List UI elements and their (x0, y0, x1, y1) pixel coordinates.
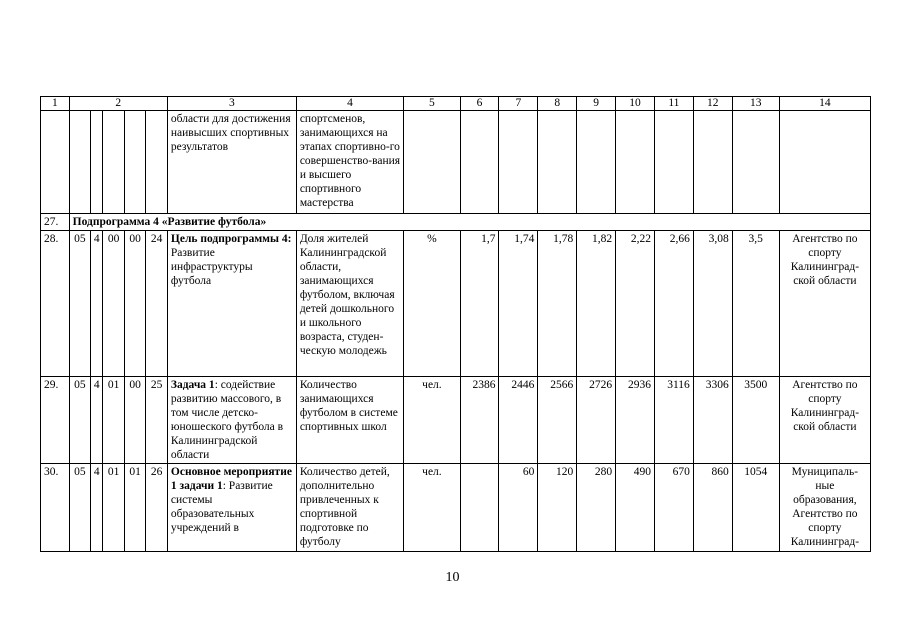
table-row (41, 464, 871, 552)
code-cell: 01 (124, 464, 145, 552)
header-cell: 10 (616, 97, 655, 111)
goal-text: : содействие развитию массового, в том числе детско-юношеского футбола в Калининградской области (170, 379, 284, 461)
value-cell: 2566 (538, 377, 577, 464)
code-cell: 05 (69, 464, 90, 552)
header-cell: 12 (693, 97, 732, 111)
value-cell: 1054 (732, 464, 779, 552)
goal-cell: области для достижения наивысших спортивных результатов (167, 111, 296, 214)
row-number: 28. (41, 231, 70, 377)
indicator-cell: Количество детей, дополнительно привлеченных к спортивной подготовке по футболу (296, 464, 403, 552)
table-row (41, 231, 871, 377)
unit-cell: % (404, 231, 460, 377)
section-title: Подпрограмма 4 «Развитие футбола» (69, 214, 870, 231)
indicator-cell: Доля жителей Калининградской области, занимающихся футболом, включая детей дошкольного и школьного возраста, студен-ческую молодежь (296, 231, 403, 377)
code-cell: 25 (146, 377, 168, 464)
value-cell: 3116 (654, 377, 693, 464)
value-cell (460, 464, 499, 552)
value-cell: 2386 (460, 377, 499, 464)
executor-cell: Агентство по спорту Калининград-ской области (779, 377, 870, 464)
code-cell: 26 (146, 464, 168, 552)
goal-bold: Основное мероприятие 1 задачи 1 (170, 466, 292, 492)
header-cell: 5 (404, 97, 460, 111)
goal-bold: Задача 1 (170, 379, 215, 391)
value-cell: 2726 (577, 377, 616, 464)
value-cell: 1,74 (499, 231, 538, 377)
header-cell: 4 (296, 97, 403, 111)
row-number: 30. (41, 464, 70, 552)
value-cell: 670 (654, 464, 693, 552)
header-cell: 1 (41, 97, 70, 111)
section-row (41, 214, 871, 231)
code-cell: 05 (69, 231, 90, 377)
code-cell: 00 (124, 231, 145, 377)
goal-bold: Цель подпрограммы 4: (170, 233, 292, 245)
header-cell: 3 (167, 97, 296, 111)
code-cell: 01 (103, 377, 124, 464)
value-cell: 60 (499, 464, 538, 552)
header-cell: 11 (654, 97, 693, 111)
indicator-table (40, 96, 871, 552)
value-cell: 3,08 (693, 231, 732, 377)
value-cell: 3,5 (732, 231, 779, 377)
header-cell: 6 (460, 97, 499, 111)
unit-cell: чел. (404, 377, 460, 464)
value-cell: 2,22 (616, 231, 655, 377)
code-cell: 00 (124, 377, 145, 464)
goal-text: : Развитие системы образовательных учреждений в (170, 480, 273, 534)
indicator-cell: спортсменов, занимающихся на этапах спортивно-го совершенство-вания и высшего спортивного мастерства (296, 111, 403, 214)
row-number: 29. (41, 377, 70, 464)
executor-cell: Агентство по спорту Калининград-ской области (779, 231, 870, 377)
header-row (41, 97, 871, 111)
header-cell: 2 (69, 97, 167, 111)
continuation-row (41, 111, 871, 214)
value-cell: 2446 (499, 377, 538, 464)
code-cell: 05 (69, 377, 90, 464)
value-cell: 1,82 (577, 231, 616, 377)
page-number: 10 (445, 570, 460, 585)
value-cell: 1,7 (460, 231, 499, 377)
goal-cell (167, 464, 296, 552)
table-row (41, 377, 871, 464)
goal-cell (167, 377, 296, 464)
code-cell: 00 (103, 231, 124, 377)
header-cell: 7 (499, 97, 538, 111)
goal-text: Развитие инфраструктуры футбола (170, 247, 253, 287)
header-cell: 14 (779, 97, 870, 111)
value-cell: 280 (577, 464, 616, 552)
value-cell: 1,78 (538, 231, 577, 377)
value-cell: 3306 (693, 377, 732, 464)
code-cell: 24 (146, 231, 168, 377)
goal-cell (167, 231, 296, 377)
value-cell: 3500 (732, 377, 779, 464)
code-cell: 4 (91, 377, 103, 464)
code-cell: 4 (91, 231, 103, 377)
indicator-cell: Количество занимающихся футболом в системе спортивных школ (296, 377, 403, 464)
header-cell: 8 (538, 97, 577, 111)
value-cell: 860 (693, 464, 732, 552)
value-cell: 490 (616, 464, 655, 552)
executor-cell: Муниципаль-ные образования, Агентство по спорту Калининград- (779, 464, 870, 552)
header-cell: 13 (732, 97, 779, 111)
code-cell: 4 (91, 464, 103, 552)
code-cell: 01 (103, 464, 124, 552)
unit-cell: чел. (404, 464, 460, 552)
header-cell: 9 (577, 97, 616, 111)
value-cell: 2,66 (654, 231, 693, 377)
row-number: 27. (41, 214, 70, 231)
value-cell: 2936 (616, 377, 655, 464)
value-cell: 120 (538, 464, 577, 552)
